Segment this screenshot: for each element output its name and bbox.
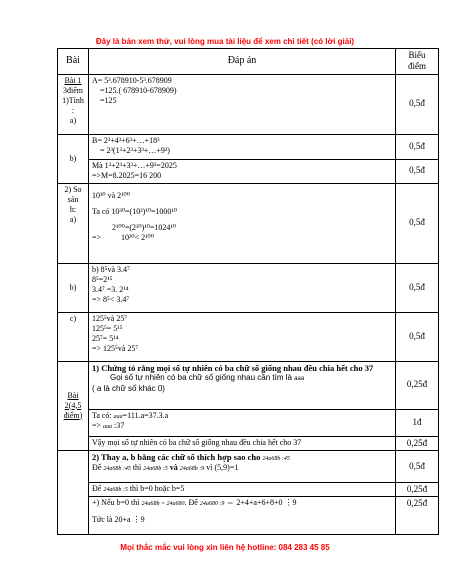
score-cell: 0,5đ <box>396 134 439 159</box>
answer-line: Mà 1³+2³+3³+…+9³=2025 <box>92 160 177 170</box>
header-bai: Bài <box>58 49 89 75</box>
answer-line: 25⁷= 5¹⁴ <box>92 333 119 343</box>
answer-text: Gọi số tự nhiên có ba chữ số giống nhau cần tìm là <box>110 373 292 383</box>
row-label <box>58 74 89 134</box>
score-cell: 1đ <box>396 409 439 436</box>
answer-cell <box>89 361 396 409</box>
table-row <box>58 134 439 159</box>
score-cell: 0,25đ <box>396 436 439 450</box>
implies-symbol: => <box>92 421 102 430</box>
overline-number: 24a68b :45 <box>103 466 131 473</box>
overline-number: 24a68b :5 <box>103 486 128 493</box>
table-row <box>58 497 439 535</box>
score-cell: 0,25đ <box>396 361 439 409</box>
label-line: 1)Tính <box>62 95 84 105</box>
row-label <box>58 361 89 450</box>
answer-line: A= 5³.678910-5³.678909 <box>92 75 172 85</box>
answer-line: 2¹⁰⁰=(2¹⁰)¹⁰=1024¹⁰ <box>112 222 176 232</box>
score-cell: 0,5đ <box>396 183 439 263</box>
row-label-empty <box>58 450 89 534</box>
answer-table <box>57 48 439 535</box>
table-row <box>58 183 439 263</box>
answer-line: => 8⁵< 3.4⁷ <box>92 294 130 304</box>
answer-text: ⇔ 2+4+a+6+8+0 ⋮9 <box>226 498 297 507</box>
answer-line: 8⁵=2¹⁵ <box>92 274 113 284</box>
label-line: a) <box>69 115 77 125</box>
score-cell: 0,5đ <box>396 159 439 183</box>
score-cell: 0,25đ <box>396 497 439 535</box>
label-line: điểm) <box>63 410 83 420</box>
answer-cell <box>89 482 396 496</box>
answer-line <box>92 498 392 509</box>
answer-line: Tức là 20+a ⋮9 <box>92 514 145 524</box>
answer-line <box>92 484 392 495</box>
row-label <box>58 183 89 263</box>
header-bieu: Biểu <box>408 50 426 60</box>
answer-line: 125⁵= 5¹⁵ <box>92 323 123 333</box>
problem-title: 1) Chứng tỏ rằng mọi số tự nhiên có ba chữ số giống nhau đều chia hết cho 37 <box>92 362 374 373</box>
overline-number: aaa <box>103 424 113 430</box>
table-row <box>58 450 439 482</box>
answer-line <box>92 452 392 464</box>
table-row <box>58 436 439 450</box>
table-header-row <box>58 49 439 75</box>
hotline-notice: Mọi thắc mắc vui lòng xin liên hệ hotline: 084 283 45 85 <box>120 543 330 552</box>
answer-text: . Để <box>184 498 198 507</box>
header-bieu-diem <box>396 49 439 75</box>
overline-number: 24a68b :45 <box>262 455 290 462</box>
answer-text: +) Nếu b=0 thì <box>92 498 140 507</box>
label-line: 2) So <box>64 184 82 194</box>
header-dap-an: Đáp án <box>89 49 396 75</box>
header-diem: điểm <box>408 61 426 72</box>
table-row <box>58 361 439 409</box>
answer-line <box>92 463 392 474</box>
overline-number: 24a68b = 24a680 <box>141 501 185 507</box>
answer-text: và <box>169 463 178 473</box>
problem-title: 2) Thay a, b bằng các chữ số thích hợp sao cho <box>92 451 261 462</box>
label-line: sán <box>67 194 79 204</box>
label-line: : <box>71 105 75 115</box>
label-line: 2(4,5 <box>64 400 82 410</box>
answer-line <box>92 233 392 243</box>
answer-cell <box>89 450 396 482</box>
table-row <box>58 159 439 183</box>
overline-number: 24a68b :5 <box>143 466 168 473</box>
answer-cell <box>89 159 396 183</box>
score-cell: 0,5đ <box>396 74 439 134</box>
answer-line <box>92 411 392 422</box>
answer-line: 10³⁰ và 2¹⁰⁰ <box>92 190 130 200</box>
overline-number: aaa <box>113 413 123 420</box>
answer-cell <box>89 134 396 159</box>
answer-text: Ta có: <box>92 410 112 420</box>
score-cell: 0,5đ <box>396 450 439 482</box>
label-line: 3điểm <box>63 85 83 95</box>
answer-text: thì <box>132 463 142 473</box>
score-cell: 0,5đ <box>396 263 439 312</box>
answer-cell <box>89 312 396 361</box>
table-row <box>58 74 439 134</box>
answer-cell <box>89 263 396 312</box>
answer-cell <box>89 183 396 263</box>
label-line: a) <box>69 214 77 224</box>
table-row <box>58 482 439 496</box>
answer-cell <box>89 497 396 535</box>
table-row <box>58 312 439 361</box>
answer-line: b) 8⁵và 3.4⁷ <box>92 264 130 274</box>
answer-text: Để <box>92 463 102 473</box>
answer-line: => 125⁵và 25⁷ <box>92 343 139 353</box>
answer-line <box>92 373 392 384</box>
answer-line: 125⁵và 25⁷ <box>92 313 128 323</box>
answer-line <box>92 421 392 432</box>
label-line: h: <box>69 204 77 214</box>
answer-line: =125 <box>100 95 117 105</box>
row-label: c) <box>58 312 89 361</box>
answer-text: :37 <box>114 421 125 430</box>
label-line: Bài 1 <box>64 75 82 85</box>
row-label: b) <box>58 263 89 312</box>
answer-line: B= 2³+4³+6³+…+18³ <box>92 135 160 145</box>
preview-notice: Đây là bản xem thử, vui lòng mua tài liệu để xem chi tiết (có lời giải) <box>95 37 355 46</box>
answer-line: Vậy mọi số tự nhiên có ba chữ số giống nhau đều chia hết cho 37 <box>92 437 302 447</box>
overline-number: 24a680 :9 <box>199 501 225 507</box>
label-line: Bài <box>67 390 79 400</box>
answer-text: Để <box>92 483 102 493</box>
table-row <box>58 263 439 312</box>
answer-text: thì b=0 hoặc b=5 <box>129 483 185 493</box>
comparison-result: 10³⁰< 2¹⁰⁰ <box>121 232 154 242</box>
answer-line: =>M=8.2025=16 200 <box>92 170 162 180</box>
answer-text: =111.a=37.3.a <box>122 410 169 420</box>
answer-cell <box>89 436 396 450</box>
overline-number: aaa <box>294 376 305 383</box>
table-row <box>58 409 439 436</box>
implies-symbol: => <box>92 232 102 242</box>
row-label: b) <box>58 134 89 183</box>
answer-line: ( a là chữ số khác 0) <box>92 383 165 393</box>
score-cell: 0,5đ <box>396 312 439 361</box>
answer-cell <box>89 74 396 134</box>
score-cell: 0,25đ <box>396 482 439 496</box>
answer-line: = 2³(1³+2³+3³+…+9³) <box>100 145 170 155</box>
answer-text: vì (5,9)=1 <box>206 463 239 473</box>
answer-cell <box>89 409 396 436</box>
answer-line: 3.4⁷ =3. 2¹⁴ <box>92 284 129 294</box>
answer-line: Ta có 10³⁰=(10³)¹⁰=1000¹⁰ <box>92 206 177 216</box>
answer-line: =125.( 678910-678909) <box>100 85 177 95</box>
overline-number: 24a68b :9 <box>179 466 205 473</box>
